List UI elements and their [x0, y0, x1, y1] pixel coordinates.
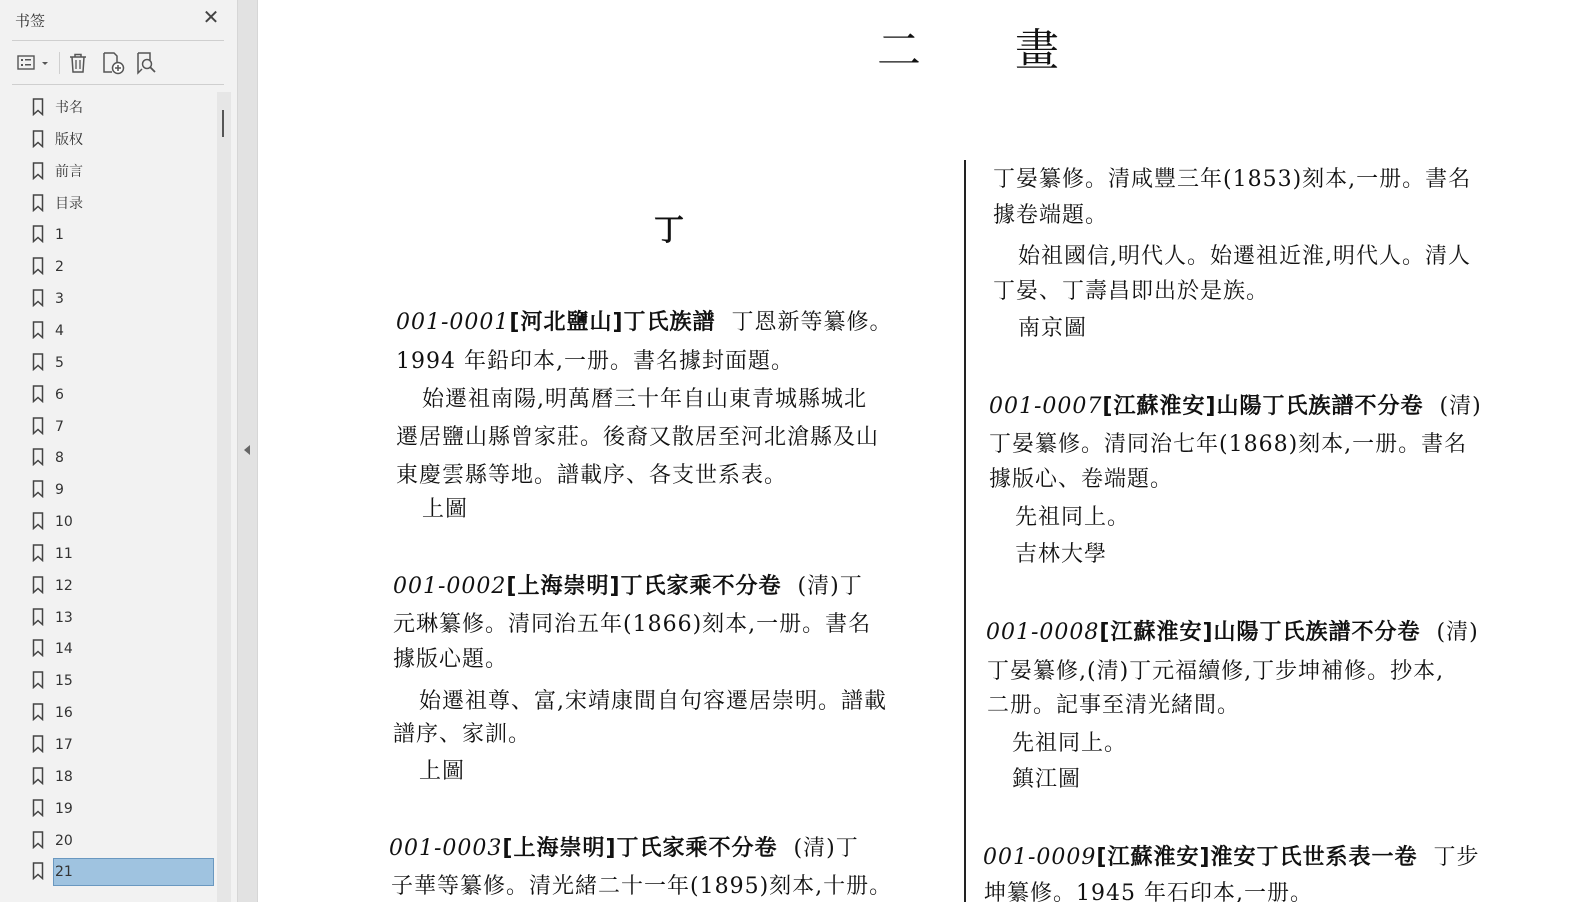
close-icon[interactable]: ✕: [202, 5, 220, 29]
section-character: 丁: [654, 213, 684, 248]
entry-line: 二册。記事至清光緒間。: [987, 693, 1241, 718]
document-page: [258, 0, 1575, 902]
entry-line: 丁晏纂修,(清)丁元福續修,丁步坤補修。抄本,: [987, 659, 1445, 684]
entry-line: 元琳纂修。清同治五年(1866)刻本,一册。書名: [393, 612, 872, 637]
bookmark-icon: [32, 385, 44, 403]
bookmark-icon: [32, 735, 44, 753]
entry-text: 丁恩新等纂修。: [731, 310, 893, 335]
panel-splitter[interactable]: [237, 0, 258, 902]
bookmark-label: 书名: [55, 100, 83, 116]
bookmark-icon: [32, 353, 44, 371]
trash-icon[interactable]: [66, 50, 90, 76]
entry-line: [989, 389, 1482, 420]
entry-line: 始祖國信,明代人。始遷祖近淮,明代人。清人: [1018, 244, 1471, 269]
bookmark-item[interactable]: [30, 158, 216, 184]
bookmark-item[interactable]: [30, 317, 216, 343]
entry-title: [江蘇淮安]山陽丁氏族譜不分卷: [1102, 394, 1424, 419]
entry-id: 001-0008: [986, 620, 1100, 645]
bookmark-item[interactable]: [30, 540, 216, 566]
bookmark-label: 19: [55, 800, 73, 817]
entry-id: 001-0003: [389, 836, 503, 861]
collapse-arrow-icon[interactable]: [244, 445, 250, 455]
bookmark-list: [12, 92, 216, 902]
bookmark-label: 4: [55, 322, 64, 339]
entry-title: [江蘇淮安]淮安丁氏世系表一卷: [1096, 845, 1418, 870]
bookmark-label: 15: [55, 673, 73, 690]
entry-line: 據版心題。: [393, 647, 509, 672]
bookmark-label: 目录: [55, 195, 83, 212]
bookmark-item[interactable]: [30, 635, 216, 661]
entry-line: 上圖: [422, 497, 469, 522]
bookmark-panel: [0, 0, 237, 902]
entry-line: [396, 305, 893, 336]
entry-text: 丁步: [1433, 845, 1480, 870]
bookmark-icon: [32, 321, 44, 339]
column-divider: [964, 160, 966, 902]
bookmark-icon: [32, 417, 44, 435]
bookmark-item[interactable]: [30, 731, 216, 757]
bookmark-toolbar: [12, 48, 224, 78]
bookmark-icon: [32, 194, 44, 212]
entry-id: 001-0009: [983, 845, 1097, 870]
bookmark-label: 2: [55, 259, 64, 276]
bookmark-item[interactable]: [30, 381, 216, 407]
bookmark-label: 17: [55, 737, 73, 753]
bookmark-item[interactable]: [30, 221, 216, 247]
bookmark-label: 3: [55, 291, 64, 308]
bookmark-item[interactable]: [30, 253, 216, 279]
bookmark-icon: [32, 576, 44, 594]
entry-line: 先祖同上。: [1015, 505, 1131, 530]
bookmark-icon: [32, 862, 44, 880]
entry-text: (清): [1436, 620, 1479, 645]
bookmark-label: 18: [55, 768, 73, 785]
bookmark-icon: [32, 767, 44, 785]
bookmark-icon: [32, 130, 44, 148]
entry-line: 南京圖: [1018, 316, 1088, 341]
bookmark-label: 11: [55, 545, 73, 562]
bookmark-item[interactable]: [30, 858, 216, 884]
bookmark-icon: [32, 703, 44, 721]
bookmark-label: 6: [55, 386, 64, 403]
bookmark-item[interactable]: [30, 94, 216, 120]
bookmark-icon: [32, 257, 44, 275]
entry-line: 始遷祖尊、富,宋靖康間自句容遷居崇明。譜載: [419, 689, 887, 714]
entry-line: [986, 615, 1479, 646]
entry-title: [上海崇明]丁氏家乘不分卷: [506, 574, 782, 599]
entry-text: (清)丁: [793, 836, 859, 861]
bookmark-label: 8: [55, 450, 64, 467]
find-bookmark-icon[interactable]: [134, 50, 160, 76]
bookmark-label: 9: [55, 482, 64, 499]
bookmark-icon: [32, 162, 44, 180]
bookmark-label: 版权: [55, 131, 83, 148]
entry-title: [上海崇明]丁氏家乘不分卷: [502, 836, 778, 861]
entry-line: 遷居鹽山縣曾家莊。後裔又散居至河北滄縣及山: [396, 425, 880, 450]
bookmark-icon: [32, 448, 44, 466]
bookmark-label: 21: [54, 859, 213, 885]
entry-line: 吉林大學: [1015, 542, 1108, 567]
entry-line: 始遷祖南陽,明萬曆三十年自山東青城縣城北: [422, 387, 867, 412]
add-bookmark-icon[interactable]: [100, 50, 126, 76]
bookmark-item[interactable]: [30, 476, 216, 502]
bookmark-item[interactable]: [30, 190, 216, 216]
list-options-icon[interactable]: [14, 50, 52, 76]
entry-line: 東慶雲縣等地。譜載序、各支世系表。: [396, 463, 788, 488]
bookmark-item[interactable]: [30, 667, 216, 693]
entry-line: 1994 年鉛印本,一册。書名據封面題。: [396, 349, 794, 374]
bookmark-icon: [32, 639, 44, 657]
entry-line: 先祖同上。: [1012, 731, 1128, 756]
bookmark-panel-title: 书签: [15, 12, 46, 30]
bookmark-item[interactable]: [30, 699, 216, 725]
bookmark-icon: [32, 799, 44, 817]
page-heading-left: 二: [877, 25, 921, 76]
bookmark-item[interactable]: [30, 763, 216, 789]
entry-line: 鎮江圖: [1012, 767, 1082, 792]
divider: [12, 84, 224, 85]
bookmark-item[interactable]: [30, 508, 216, 534]
bookmark-icon: [32, 831, 44, 849]
bookmark-item[interactable]: [30, 795, 216, 821]
entry-id: 001-0001: [396, 310, 510, 335]
scrollbar[interactable]: [217, 92, 231, 902]
entry-text: (清): [1439, 394, 1482, 419]
entry-line: 上圖: [419, 759, 466, 784]
bookmark-icon: [32, 480, 44, 498]
page-heading-right: 畫: [1015, 25, 1059, 76]
bookmark-item[interactable]: [30, 444, 216, 470]
bookmark-item[interactable]: [30, 126, 216, 152]
divider: [12, 40, 224, 41]
entry-line: 子華等纂修。清光緒二十一年(1895)刻本,十册。: [391, 874, 893, 899]
bookmark-icon: [32, 512, 44, 530]
bookmark-label: 7: [55, 418, 64, 435]
bookmark-icon: [32, 671, 44, 689]
entry-line: 丁晏纂修。清咸豐三年(1853)刻本,一册。書名: [993, 167, 1472, 192]
scrollbar-thumb[interactable]: [222, 110, 224, 137]
bookmark-icon: [32, 289, 44, 307]
bookmark-label: 13: [55, 609, 73, 626]
entry-line: 據卷端題。: [993, 203, 1109, 228]
entry-line: 譜序、家訓。: [393, 722, 532, 747]
bookmark-icon: [32, 98, 44, 116]
entry-line: 據版心、卷端題。: [989, 467, 1174, 492]
entry-id: 001-0002: [393, 574, 507, 599]
bookmark-label: 5: [55, 354, 64, 371]
entry-text: (清)丁: [797, 574, 863, 599]
bookmark-label: 10: [55, 514, 73, 531]
entry-line: 丁晏纂修。清同治七年(1868)刻本,一册。書名: [989, 432, 1468, 457]
bookmark-label: 前言: [55, 163, 83, 180]
bookmark-label: 16: [55, 705, 73, 722]
bookmark-item[interactable]: [30, 349, 216, 375]
bookmark-item[interactable]: [30, 827, 216, 853]
entry-line: 坤纂修。1945 年石印本,一册。: [984, 881, 1313, 902]
entry-title: [河北鹽山]丁氏族譜: [509, 310, 716, 335]
bookmark-label: 14: [55, 641, 73, 658]
entry-line: [393, 569, 863, 600]
toolbar-separator: [59, 52, 60, 74]
bookmark-icon: [32, 608, 44, 626]
bookmark-icon: [32, 544, 44, 562]
entry-line: [983, 840, 1480, 871]
bookmark-label: 20: [55, 832, 73, 849]
entry-line: [389, 831, 859, 862]
bookmark-item[interactable]: [30, 572, 216, 598]
bookmark-label: 1: [55, 227, 64, 244]
bookmark-item[interactable]: [30, 413, 216, 439]
entry-title: [江蘇淮安]山陽丁氏族譜不分卷: [1099, 620, 1421, 645]
bookmark-item[interactable]: [30, 604, 216, 630]
bookmark-icon: [32, 225, 44, 243]
bookmark-item[interactable]: [30, 285, 216, 311]
entry-line: 丁晏、丁壽昌即出於是族。: [993, 279, 1270, 304]
entry-id: 001-0007: [989, 394, 1103, 419]
bookmark-label: 12: [55, 577, 73, 594]
